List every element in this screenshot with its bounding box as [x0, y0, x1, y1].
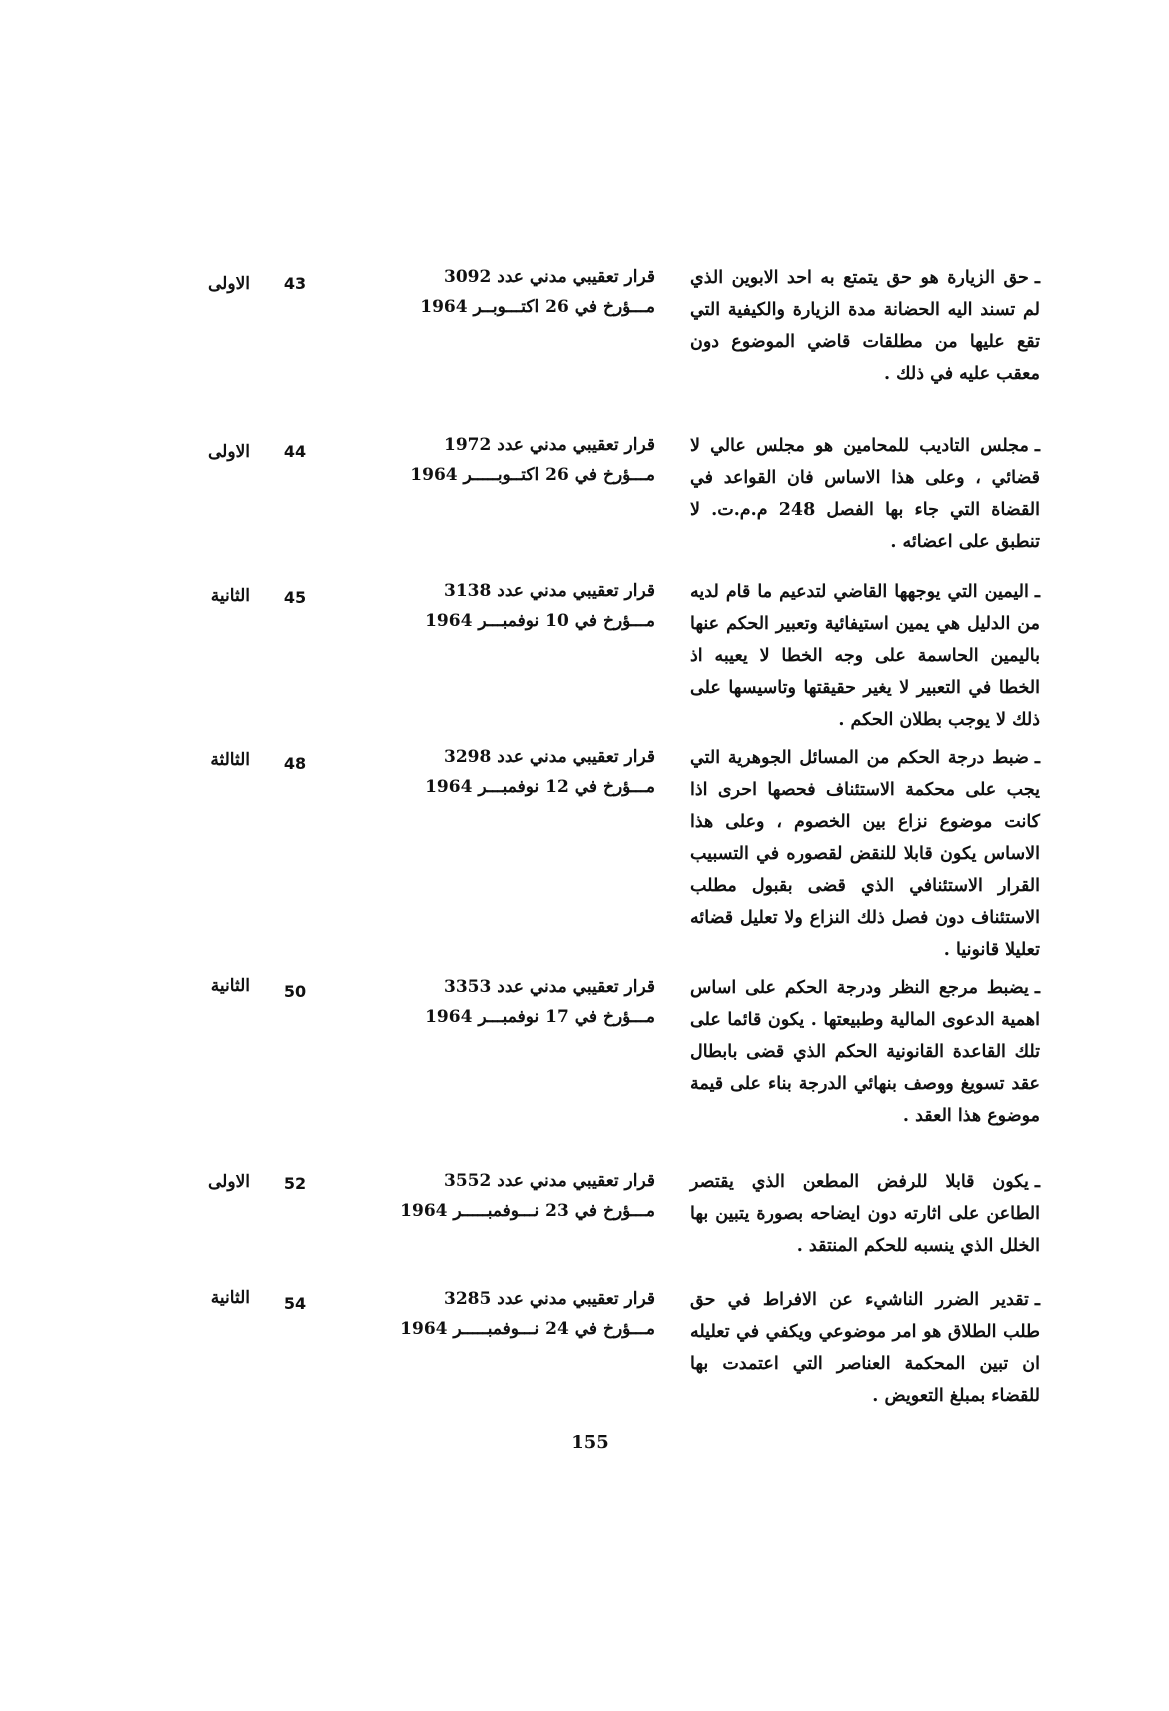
- ruling-summary: [690, 1284, 1040, 1412]
- ruling-reference-date: مـــؤرخ في 24 نـــوفمبـــــر 1964: [400, 1319, 655, 1339]
- bullet-dash: ـ: [1034, 1172, 1040, 1192]
- ruling-reference: [345, 1284, 655, 1344]
- ruling-page-number: 50: [283, 982, 307, 1001]
- ruling-reference-date: مـــؤرخ في 12 نوفمبـــر 1964: [425, 777, 655, 797]
- ruling-page-number: 48: [283, 754, 307, 773]
- ruling-page-number: 52: [283, 1174, 307, 1193]
- ruling-page-number: 44: [283, 442, 307, 461]
- bullet-dash: ـ: [1034, 436, 1040, 456]
- ruling-reference-number: قرار تعقيبي مدني عدد 3138: [444, 581, 655, 601]
- bullet-dash: ـ: [1034, 1290, 1040, 1310]
- bullet-dash: ـ: [1034, 582, 1040, 602]
- ruling-summary-text: تقدير الضرر الناشيء عن الافراط في حق طلب الطلاق هو امر موضوعي ويكفي في تعليله ان تبين المحكمة العناصر التي اعتمدت بها للقضاء بمبلغ التعويض .: [690, 1290, 1040, 1406]
- ruling-chamber: الاولى: [208, 1172, 250, 1192]
- ruling-summary-text: يكون قابلا للرفض المطعن الذي يقتصر الطاعن على اثارته دون ايضاحه بصورة يتبين بها الخلل الذي ينسبه للحكم المنتقد .: [690, 1172, 1040, 1256]
- ruling-reference: [345, 262, 655, 322]
- ruling-page-number: 43: [283, 274, 307, 293]
- ruling-page-number: 54: [283, 1294, 307, 1313]
- ruling-reference-number: قرار تعقيبي مدني عدد 3298: [444, 747, 655, 767]
- ruling-summary: [690, 1166, 1040, 1262]
- ruling-summary: [690, 262, 1040, 390]
- ruling-summary-text: مجلس التاديب للمحامين هو مجلس عالي لا قضائي ، وعلى هذا الاساس فان القواعد في القضاة التي جاء بها الفصل 248 م.م.ت. لا تنطبق على اعضائه .: [690, 436, 1040, 552]
- ruling-summary-text: يضبط مرجع النظر ودرجة الحكم على اساس اهمية الدعوى المالية وطبيعتها . يكون قائما على تلك القاعدة القانونية الحكم الذي قضى بابطال عقد تسويغ ووصف بنهائي الدرجة بناء على قيمة موضوع هذا العقد .: [690, 978, 1040, 1126]
- ruling-reference: [345, 576, 655, 636]
- ruling-chamber: الاولى: [208, 442, 250, 462]
- ruling-reference-number: قرار تعقيبي مدني عدد 1972: [444, 435, 655, 455]
- ruling-reference-number: قرار تعقيبي مدني عدد 3552: [444, 1171, 655, 1191]
- ruling-chamber: الثانية: [210, 586, 250, 606]
- page-number: 155: [571, 1432, 609, 1453]
- ruling-reference: [345, 742, 655, 802]
- bullet-dash: ـ: [1034, 268, 1040, 288]
- ruling-reference: [345, 1166, 655, 1226]
- bullet-dash: ـ: [1034, 748, 1040, 768]
- ruling-summary: [690, 430, 1040, 558]
- ruling-reference-date: مـــؤرخ في 23 نـــوفمبـــــر 1964: [400, 1201, 655, 1221]
- ruling-summary: [690, 972, 1040, 1132]
- ruling-chamber: الثانية: [210, 976, 250, 996]
- ruling-reference-number: قرار تعقيبي مدني عدد 3353: [444, 977, 655, 997]
- ruling-reference-date: مـــؤرخ في 10 نوفمبـــر 1964: [425, 611, 655, 631]
- ruling-page-number: 45: [283, 588, 307, 607]
- ruling-reference-date: مـــؤرخ في 26 اكتـــوبــر 1964: [420, 297, 655, 317]
- bullet-dash: ـ: [1034, 978, 1040, 998]
- ruling-reference-number: قرار تعقيبي مدني عدد 3285: [444, 1289, 655, 1309]
- ruling-reference: [345, 430, 655, 490]
- ruling-chamber: الاولى: [208, 274, 250, 294]
- ruling-reference: [345, 972, 655, 1032]
- ruling-summary: [690, 576, 1040, 736]
- ruling-summary-text: ضبط درجة الحكم من المسائل الجوهرية التي يجب على محكمة الاستئناف فحصها احرى اذا كانت موضوع نزاع بين الخصوم ، وعلى هذا الاساس يكون قابلا للنقض لقصوره في التسبيب القرار الاستئنافي الذي قضى بقبول مطلب الاستئناف دون فصل ذلك النزاع ولا تعليل قضائه تعليلا قانونيا .: [690, 748, 1040, 960]
- ruling-chamber: الثانية: [210, 1288, 250, 1308]
- ruling-summary-text: اليمين التي يوجهها القاضي لتدعيم ما قام لديه من الدليل هي يمين استيفائية وتعبير الحكم عنها باليمين الحاسمة على وجه الخطا لا يعيبه اذ الخطا في التعبير لا يغير حقيقتها وتاسيسها على ذلك لا يوجب بطلان الحكم .: [690, 582, 1040, 730]
- ruling-reference-date: مـــؤرخ في 17 نوفمبـــر 1964: [425, 1007, 655, 1027]
- ruling-summary: [690, 742, 1040, 966]
- ruling-summary-text: حق الزيارة هو حق يتمتع به احد الابوين الذي لم تسند اليه الحضانة مدة الزيارة والكيفية التي تقع عليها من مطلقات قاضي الموضوع دون معقب عليه في ذلك .: [690, 268, 1040, 384]
- ruling-reference-number: قرار تعقيبي مدني عدد 3092: [444, 267, 655, 287]
- ruling-chamber: الثالثة: [210, 750, 250, 770]
- ruling-reference-date: مـــؤرخ في 26 اكتــوبـــــر 1964: [410, 465, 655, 485]
